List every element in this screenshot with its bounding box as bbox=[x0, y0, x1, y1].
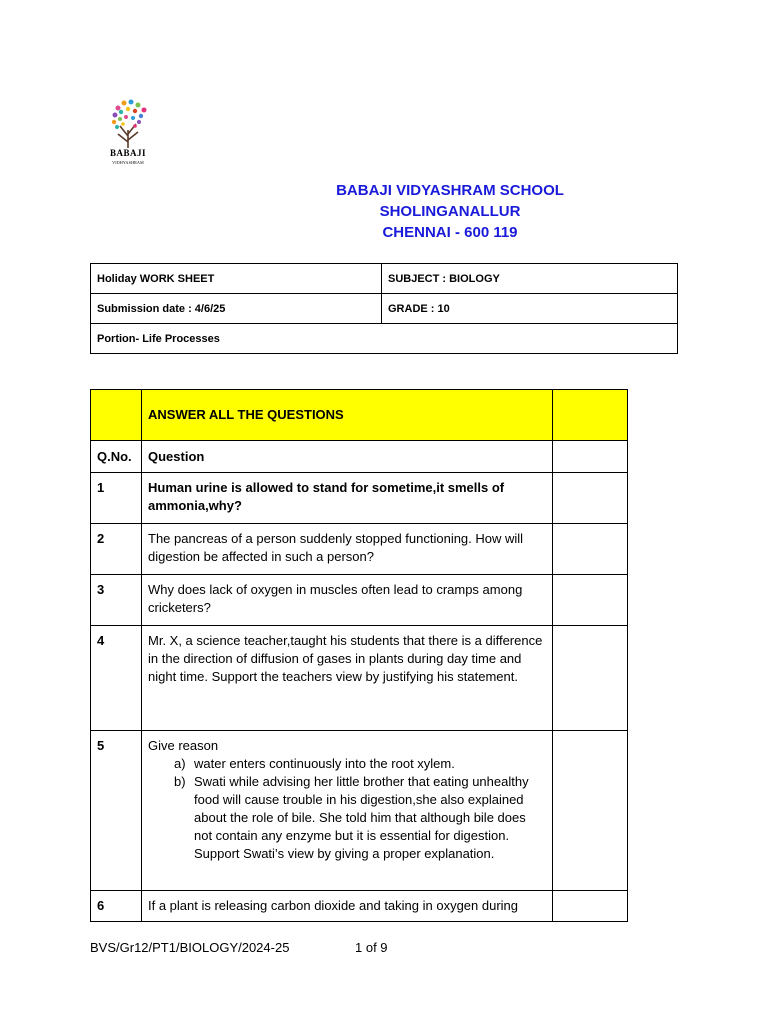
marks-cell bbox=[553, 731, 628, 891]
sub-question-text: water enters continuously into the root xylem. bbox=[194, 756, 455, 771]
logo-subtitle: VIDHYASHRAM bbox=[112, 160, 144, 165]
school-heading bbox=[300, 180, 600, 243]
banner-title: ANSWER ALL THE QUESTIONS bbox=[142, 390, 553, 441]
list-marker: a) bbox=[174, 756, 186, 771]
logo-wordmark: BABAJI bbox=[109, 148, 146, 158]
table-row bbox=[91, 626, 628, 731]
question-text: Human urine is allowed to stand for sometime,it smells of ammonia,why? bbox=[142, 473, 553, 524]
document-code: BVS/Gr12/PT1/BIOLOGY/2024-25 bbox=[90, 940, 290, 955]
table-row bbox=[91, 575, 628, 626]
marks-cell bbox=[553, 473, 628, 524]
question-text: The pancreas of a person suddenly stopped functioning. How will digestion be affected in such a person? bbox=[142, 524, 553, 575]
marks-cell bbox=[553, 891, 628, 922]
questions-table bbox=[90, 389, 628, 922]
sub-question-a bbox=[174, 755, 546, 773]
marks-header bbox=[553, 441, 628, 473]
grade-cell: GRADE : 10 bbox=[382, 294, 678, 324]
portion-cell: Portion- Life Processes bbox=[91, 324, 678, 354]
header-row bbox=[91, 441, 628, 473]
banner-empty-cell bbox=[91, 390, 142, 441]
question-number: 4 bbox=[91, 626, 142, 731]
page-number: 1 of 9 bbox=[355, 940, 388, 955]
banner-row bbox=[91, 390, 628, 441]
question-text: Mr. X, a science teacher,taught his students that there is a difference in the direction of diffusion of gases in plants during day time and night time. Support the teachers view by justifying his statement. bbox=[142, 626, 553, 731]
marks-cell bbox=[553, 626, 628, 731]
worksheet-type: Holiday WORK SHEET bbox=[91, 264, 382, 294]
sub-question-list bbox=[148, 755, 546, 863]
question-number: 2 bbox=[91, 524, 142, 575]
marks-cell bbox=[553, 575, 628, 626]
question-text: Why does lack of oxygen in muscles often lead to cramps among cricketers? bbox=[142, 575, 553, 626]
question-number: 3 bbox=[91, 575, 142, 626]
table-row bbox=[91, 891, 628, 922]
question-text: If a plant is releasing carbon dioxide and taking in oxygen during bbox=[142, 891, 553, 922]
worksheet-info-table bbox=[90, 263, 678, 354]
table-row bbox=[91, 731, 628, 891]
marks-cell bbox=[553, 524, 628, 575]
table-row bbox=[91, 473, 628, 524]
list-marker: b) bbox=[174, 774, 186, 789]
school-name: BABAJI VIDYASHRAM SCHOOL bbox=[336, 182, 564, 199]
school-locality: SHOLINGANALLUR bbox=[379, 203, 521, 220]
sub-question-text: Swati while advising her little brother that eating unhealthy food will cause trouble in his digestion,she also explained about the role of bile. She told him that although bile does not contain any enzyme but it is essential for digestion. Support Swati’s view by giving a proper explanation. bbox=[194, 774, 529, 861]
sub-question-b bbox=[174, 773, 546, 863]
tree-icon bbox=[112, 100, 147, 149]
question-header: Question bbox=[142, 441, 553, 473]
submission-date: Submission date : 4/6/25 bbox=[91, 294, 382, 324]
banner-marks-cell bbox=[553, 390, 628, 441]
question-intro: Give reason bbox=[148, 738, 219, 753]
table-row bbox=[91, 524, 628, 575]
question-number: 1 bbox=[91, 473, 142, 524]
question-number: 5 bbox=[91, 731, 142, 891]
subject-cell: SUBJECT : BIOLOGY bbox=[382, 264, 678, 294]
qno-header: Q.No. bbox=[91, 441, 142, 473]
school-city: CHENNAI - 600 119 bbox=[382, 224, 518, 241]
question-number: 6 bbox=[91, 891, 142, 922]
question-text-multi bbox=[142, 731, 553, 891]
